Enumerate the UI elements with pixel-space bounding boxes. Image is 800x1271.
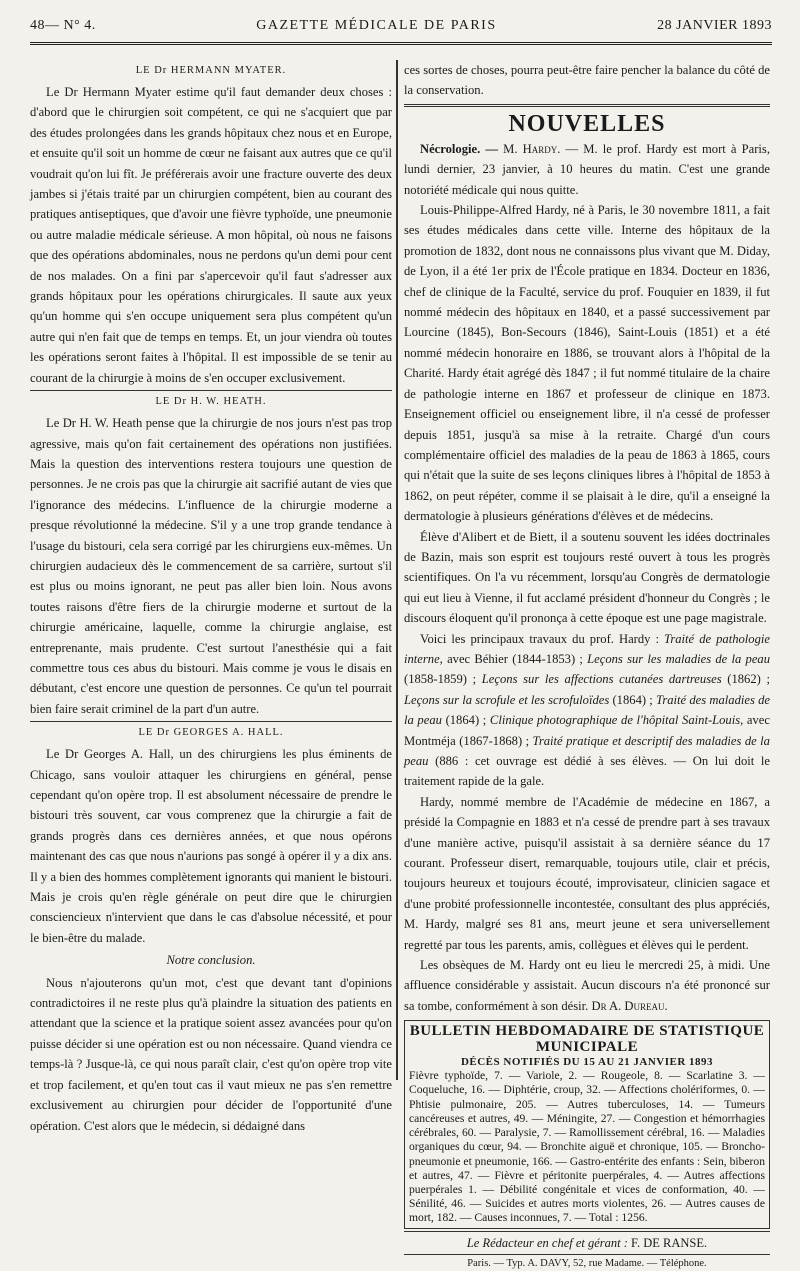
paragraph-travaux: [404, 629, 770, 792]
divider: [404, 1231, 770, 1232]
issue-date: 28 JANVIER 1893: [657, 18, 772, 33]
necrologie-text: — M. le prof. Hardy est mort à Paris, lundi dernier, 23 janvier, à 10 heures du matin. C'est une grande notoriété médicale qui nous quitte.: [404, 141, 770, 197]
page-number: 48— N° 4.: [30, 18, 96, 33]
paragraph-necrologie: [404, 139, 770, 200]
paragraph-heath: Le Dr H. W. Heath pense que la chirurgie de nos jours n'est pas trop agressive, mais qu'on fait certainement des opérations non justifiées. Mais la question des interventions restera toujours une question de personnes. Je ne crois pas que la chirurgie ait sacrifié autant de vies que l'ignorance des médecins. L'influence de la chirurgie moderne a presque révolutionné la médecine. S'il y a une trop grande tendance à l'usage du bistouri, cela sera corrigé par les chirurgiens eux-mêmes. Un chirurgien audacieux dès le commencement de sa carrière, surtout s'il est plus ou moins ignorant, ne peut pas aller bien loin. Nous avons toutes raisons d'être fiers de la chirurgie moderne et surtout de la chirurgie américaine, laquelle, comme la chirurgie anglaise, est entreprenante, mais prudente. C'est surtout l'anesthésie qui a fait commettre tous ces abus du bistouri. Mais comme je vous le disais en débutant, c'est encore une question de personnes. Ce qu'un tel pourrait bien faire serait criminel de la part d'un autre.: [30, 416, 392, 716]
editor-label: Le Rédacteur en chef et gérant :: [466, 1235, 628, 1250]
section-head-heath: LE Dr H. W. HEATH.: [155, 396, 267, 408]
work-title: Leçons sur les affections cutanées dartreuses: [481, 672, 722, 687]
section-head-myater: LE Dr HERMANN MYATER.: [135, 65, 287, 76]
work-info: (1862) ;: [727, 672, 770, 687]
journal-title: GAZETTE MÉDICALE DE PARIS: [256, 18, 497, 33]
travaux-intro: Voici les principaux travaux du prof. Hardy :: [420, 631, 659, 646]
divider: [30, 390, 392, 391]
obseques-text: Les obsèques de M. Hardy ont eu lieu le mercredi 25, à midi. Une affluence considérable y assistait. Aucun discours n'a été prononcé sur sa tombe, conformément à son désir.: [404, 958, 770, 1013]
paragraph-eleve: Élève d'Alibert et de Biett, il a soutenu souvent les idées doctrinales de Bazin, mais son esprit est toujours resté ouvert à tous les progrès scientifiques. On l'a vu récemment, lorsqu'au Congrès de dermatologie qui eut lieu à Vienne, il fut acclamé président d'honneur du Congrès ; le discours éloquent qu'il prononça à cette époque est une page magistrale.: [404, 529, 770, 626]
statistics-bulletin: [404, 1020, 770, 1228]
divider: [30, 721, 392, 722]
work-info: (1858-1859) ;: [404, 672, 477, 687]
printer-line: Paris. — Typ. A. DAVY, 52, rue Madame. — Téléphone.: [467, 1257, 707, 1269]
work-info: (1864) ;: [612, 692, 653, 707]
bulletin-title: BULLETIN HEBDOMADAIRE DE STATISTIQUE: [409, 1023, 765, 1040]
signature: Dr A. Dureau.: [591, 998, 668, 1013]
necrologie-name: M. Hardy.: [503, 141, 561, 156]
editor-name: F. DE RANSE.: [631, 1235, 708, 1250]
work-info: (886 : cet ouvrage est dédié à ses élèves. — On lui doit le traitement rapide de la gale.: [404, 754, 770, 789]
right-column: [404, 60, 771, 1269]
paragraph-hall: Le Dr Georges A. Hall, un des chirurgiens les plus éminents de Chicago, sans vouloir attaquer les chirurgiens en général, pense cependant qu'on opère trop. Il est absolument nécessaire de prendre le bistouri très souvent, car vous comprenez que la chirurgie a fait de grands progrès dans ces dernières années, et que nous opérons maintenant des cas que nous n'aurions pas songé à opérer il y a dix ans. Il y a bien des hommes complètement ignorants qui manient le bistouri. Mais je crois qu'en règle générale on peut dire que le chirurgien consciencieux n'intervient que dans le cas d'absolue nécessité, et pour le bien-être du malade.: [30, 747, 392, 945]
divider: [404, 1254, 770, 1255]
work-info: avec Montméja (1867-1868) ;: [404, 713, 770, 748]
paragraph-conclusion: Nous n'ajouterons qu'un mot, c'est que devant tant d'opinions contradictoires il ne reste plus qu'à plaindre la situation des patients en attendant que la science et la pratique soient assez avancées pour qu'on puisse décider si une opération est ou non nécessaire. Quand viendra ce temps-là ? Jusque-là, ce qui nous paraît clair, c'est qu'on opère trop vite et trop facilement, et qu'en tout cas il vaut mieux ne pas s'en remettre exclusivement au chirurgien pour décider de l'opportunité d'une opération. C'est alors que le médecin, si dédaigné dans: [30, 975, 392, 1133]
header-rule: [30, 42, 772, 45]
paragraph-biography: Louis-Philippe-Alfred Hardy, né à Paris, le 30 novembre 1811, a fait ses études médicales dans cette ville. Interne des hôpitaux de la promotion de 1832, dont nous ne connaissons plus vivant que M. Diday, de Lyon, il a été 1er prix de l'École pratique en 1834. Docteur en 1836, chef de clinique de la Faculté, service du prof. Fouquier en 1839, il fut nommé médecin des hôpitaux en 1840, et a passé successivement par Lourcine (1845), Bon-Secours (1846), Saint-Louis (1851) et a été nommé médecin honoraire en 1886, se trouvant alors à l'hôpital de la Charité. Hardy était agrégé dès 1847 ; il fut nommé titulaire de la chaire de pathologie interne en 1867 et professeur de clinique en 1873. Enseignement officiel ou enseignement libre, il n'a cessé de professer depuis 1851, jusqu'à sa mise à la retraite. Chargé d'un cours complémentaire officiel des maladies de la peau de 1863 à 1865, cours qui n'était que la suite de ses leçons cliniques libres à l'hôpital de 1853 à 1862, on peut répéter, comme il se plaisait à le dire, qu'il a enseigné la dermatologie à plusieurs générations d'élèves et de médecins.: [404, 203, 770, 524]
column-divider: [396, 60, 398, 1080]
work-title: Traité des maladies de la peau: [404, 692, 770, 728]
nouvelles-title: NOUVELLES: [508, 110, 666, 137]
bulletin-subtitle: DÉCÈS NOTIFIÉS DU 15 AU 21 JANVIER 1893: [460, 1056, 714, 1069]
columns: [30, 60, 772, 1269]
work-title: Traité de pathologie interne,: [404, 631, 770, 666]
bulletin-title-2: MUNICIPALE: [535, 1039, 639, 1056]
page-header: [30, 18, 772, 38]
work-title: Traité pratique et descriptif des maladies de la peau: [404, 733, 770, 768]
bulletin-body: Fièvre typhoïde, 7. — Variole, 2. — Rougeole, 8. — Scarlatine 3. — Coqueluche, 16. — Diphtérie, croup, 32. — Affections cholériformes, 0. — Phtisie pulmonaire, 205. — Autres tuberculoses, 14. — Tumeurs cancéreuses et autres, 49. — Méningite, 27. — Congestion et hémorrhagies cérébrales, 60. — Paralysie, 7. — Ramollissement cérébral, 16. — Maladies organiques du cœur, 94. — Bronchite aiguë et chronique, 105. — Broncho-pneumonie et pneumonie, 166. — Gastro-entérite des enfants : Sein, biberon et autres, 47. — Fièvre et péritonite puerpérales, 4. — Autres affections puerpérales 1. — Débilité congénitale et vices de conformation, 40. — Sénilité, 46. — Suicides et autres morts violentes, 26. — Autres causes de mort, 182. — Causes inconnues, 7. — Total : 1256.: [409, 1069, 765, 1225]
work-title: Clinique photographique de l'hôpital Saint-Louis,: [489, 713, 744, 728]
work-info: avec Béhier (1844-1853) ;: [447, 651, 583, 666]
left-column: [30, 60, 392, 1133]
section-head-hall: LE Dr GEORGES A. HALL.: [138, 727, 284, 739]
paragraph-academie: Hardy, nommé membre de l'Académie de médecine en 1867, a présidé la Compagnie en 1883 et n'a cessé de prendre part à ses travaux d'une manière active, puisqu'il assistait à sa dernière séance du 17 courant. Professeur disert, remarquable, toujours utile, clair et précis, toujours heureux et toujours écouté, improvisateur, clinicien sagace et d'une probité professionnelle incontestée, consultant des plus appréciés, M. Hardy, malgré ses 81 ans, meurt jeune et sera universellement regretté par tous les parents, amis, collègues et élèves qui le perdent.: [404, 794, 770, 952]
necrologie-label: Nécrologie. —: [420, 141, 498, 156]
work-title: Leçons sur les maladies de la peau: [587, 651, 771, 666]
paragraph-obseques: [404, 955, 770, 1016]
work-info: (1864) ;: [445, 713, 487, 728]
section-head-conclusion: Notre conclusion.: [166, 953, 256, 968]
editor-line: [404, 1234, 770, 1252]
paragraph-myater: Le Dr Hermann Myater estime qu'il faut demander deux choses : d'abord que le chirurgien soit compétent, ce qui ne s'acquiert que par des études prolongées dans les grands hôpitaux chez nous et en Europe, et ensuite qu'il soit un homme de cœur ne faisant aux autres que ce qu'il voudrait qu'on lui fît. Je préférerais avoir une fracture ouverte des deux jambes si j'étais traité par un chirurgien compétent, bien au courant des pratiques antiseptiques, que d'avoir une fièvre typhoïde, une pneumonie ou autre maladie médicale sérieuse. A mon hôpital, où nous ne faisons que des opérations abdominales, nous ne perdons qu'un demi pour cent de nos malades. On a fini par s'apercevoir qu'il faut s'adresser aux grands hôpitaux pour les opérations chirurgicales. Il saute aux yeux qu'un homme qui s'en occupe uniquement sera plus compétent qu'un autre qui n'en fait que de temps en temps. Et, un jour viendra où toutes les opérations seront faites à l'hôpital. Il est impossible de se tenir au courant de la chirurgie à moins de s'en occuper exclusivement.: [30, 85, 392, 385]
work-title: Leçons sur la scrofule et les scrofuloïdes: [404, 692, 610, 707]
paragraph-continuation: ces sortes de choses, pourra peut-être faire pencher la balance du côté de la conservation.: [404, 63, 770, 98]
divider: [404, 104, 770, 107]
